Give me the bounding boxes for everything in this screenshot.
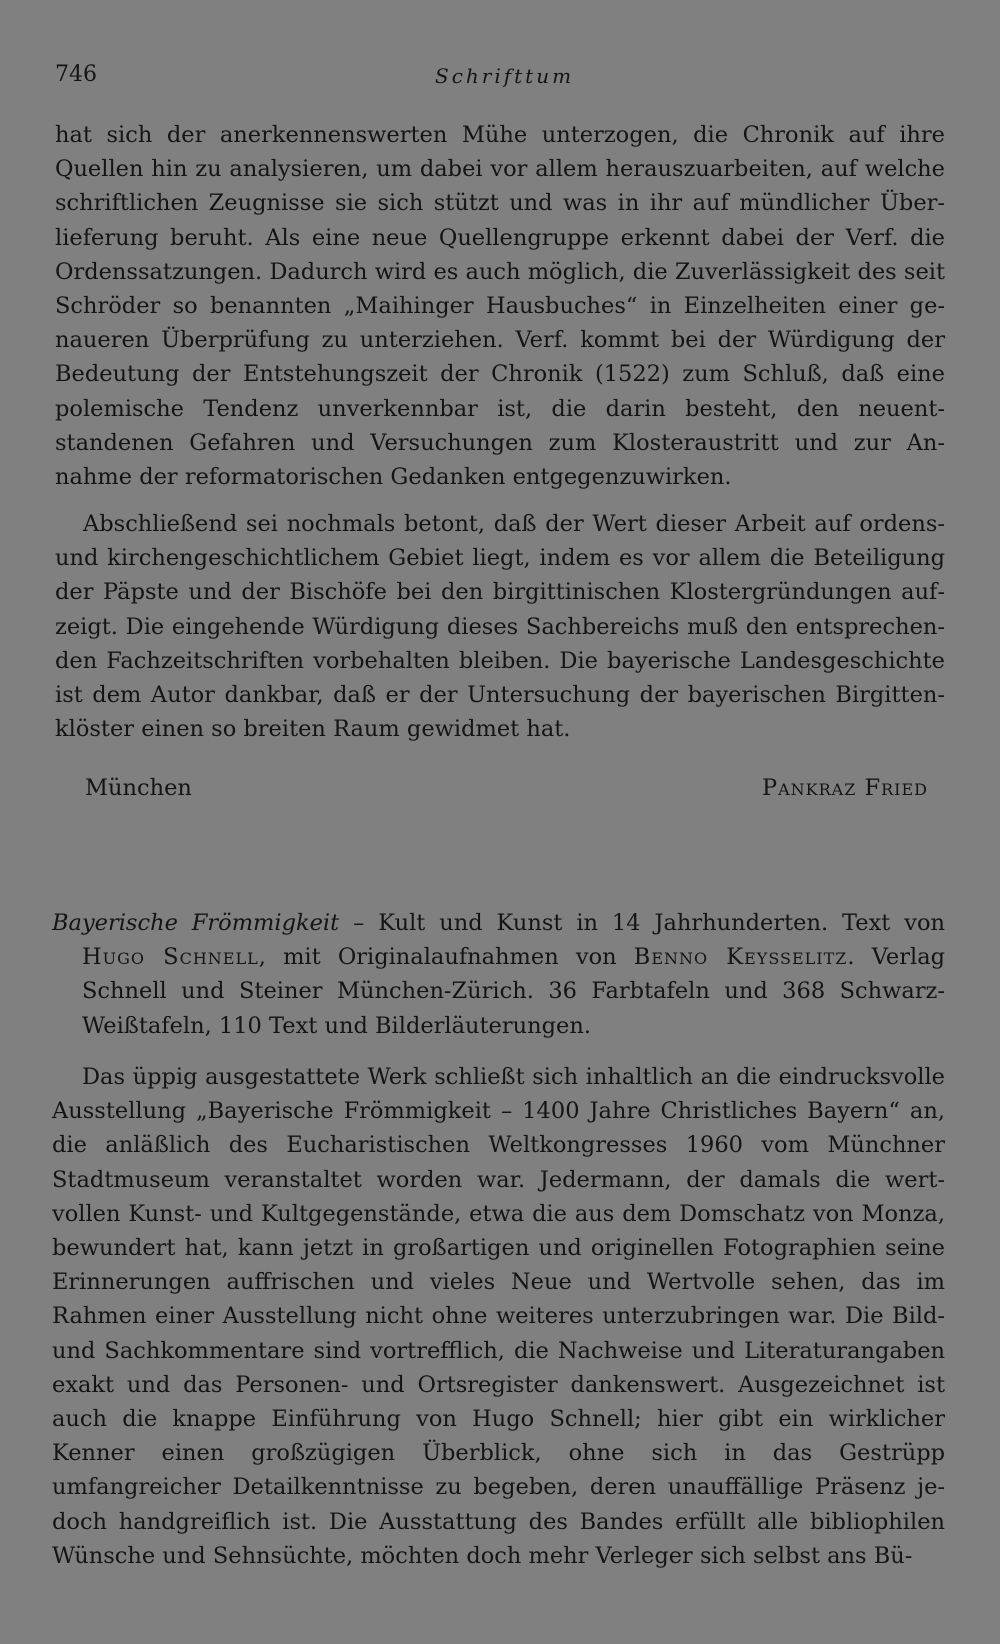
- page-header: [55, 62, 945, 98]
- bibliographic-entry: [52, 906, 945, 1043]
- book-title: Bayerische Frömmigkeit: [52, 910, 340, 936]
- running-head: Schrifttum: [435, 64, 575, 88]
- photographer-name: Benno Keysselitz: [633, 944, 848, 971]
- bib-text: – Kult und Kunst in 14 Jahrhunderten. Text von: [339, 910, 945, 936]
- signature-place: München: [85, 775, 192, 801]
- review-paragraph: Abschließend sei nochmals betont, daß der Wert dieser Arbeit auf ordens- und kirchengeschichtlichem Gebiet liegt, indem es vor allem die Beteiligung der Päpste und der Bischöfe bei den birgittinischen Klostergründungen aufzeigt. Die eingehende Würdigung dieses Sachbereichs muß den entsprechenden Fachzeitschriften vorbehalten bleiben. Die bayerische Landesgeschichte ist dem Autor dankbar, daß er der Untersuchung der bayerischen Birgittenklöster einen so breiten Raum gewidmet hat.: [55, 511, 945, 743]
- bib-text: . Verlag Schnell und Steiner München-Zürich. 36 Farbtafeln und 368 Schwarz-Weißtafeln, 110 Text und Bilderläuterungen.: [82, 944, 946, 1039]
- review-paragraph: Das üppig ausgestattete Werk schließt sich inhaltlich an die eindrucksvolle Ausstellung „Bayerische Frömmigkeit – 1400 Jahre Christliches Bayern“ an, die anläßlich des Eucharistischen Weltkongresses 1960 vom Münchner Stadtmuseum veranstaltet worden war. Jedermann, der damals die wertvollen Kunst- und Kultgegenstände, etwa die aus dem Domschatz von Monza, bewundert hat, kann jetzt in großartigen und originellen Fotographien seine Erinnerungen auffrischen und vieles Neue und Wertvolle sehen, das im Rahmen einer Ausstellung nicht ohne weiteres unterzubringen war. Die Bild- und Sachkommentare sind vortrefflich, die Nachweise und Literaturangaben exakt und das Personen- und Ortsregister dankenswert. Ausgezeichnet ist auch die knappe Einführung von Hugo Schnell; hier gibt ein wirklicher Kenner einen großzügigen Überblick, ohne sich in das Gestrüpp umfangreicher Detailkenntnisse zu begeben, deren unauffällige Präsenz jedoch handgreiflich ist. Die Ausstattung des Bandes erfüllt alle bibliophilen Wünsche und Sehnsüchte, möchten doch mehr Verleger sich selbst ans Bü-: [52, 1064, 945, 1569]
- author-name: Hugo Schnell: [82, 944, 259, 971]
- bib-text: , mit Originalaufnahmen von: [258, 944, 634, 971]
- signature-name: Pankraz Fried: [761, 775, 928, 801]
- review-paragraph: hat sich der anerkennenswerten Mühe unterzogen, die Chronik auf ihre Quellen hin zu analysieren, um dabei vor allem herauszuarbeiten, auf welche schriftlichen Zeugnisse sie sich stützt und was in ihr auf mündlicher Überlieferung beruht. Als eine neue Quellengruppe erkennt dabei der Verf. die Ordenssatzungen. Dadurch wird es auch möglich, die Zuverlässigkeit des seit Schröder so benannten „Maihinger Hausbuches“ in Einzelheiten einer genaueren Überprüfung zu unterziehen. Verf. kommt bei der Würdigung der Bedeutung der Entstehungszeit der Chronik (1522) zum Schluß, daß eine polemische Tendenz unverkennbar ist, die darin besteht, den neuentstandenen Gefahren und Versuchungen zum Klosteraustritt und zur Annahme der reformatorischen Gedanken entgegenzuwirken.: [55, 122, 945, 491]
- page-number: 746: [55, 62, 97, 87]
